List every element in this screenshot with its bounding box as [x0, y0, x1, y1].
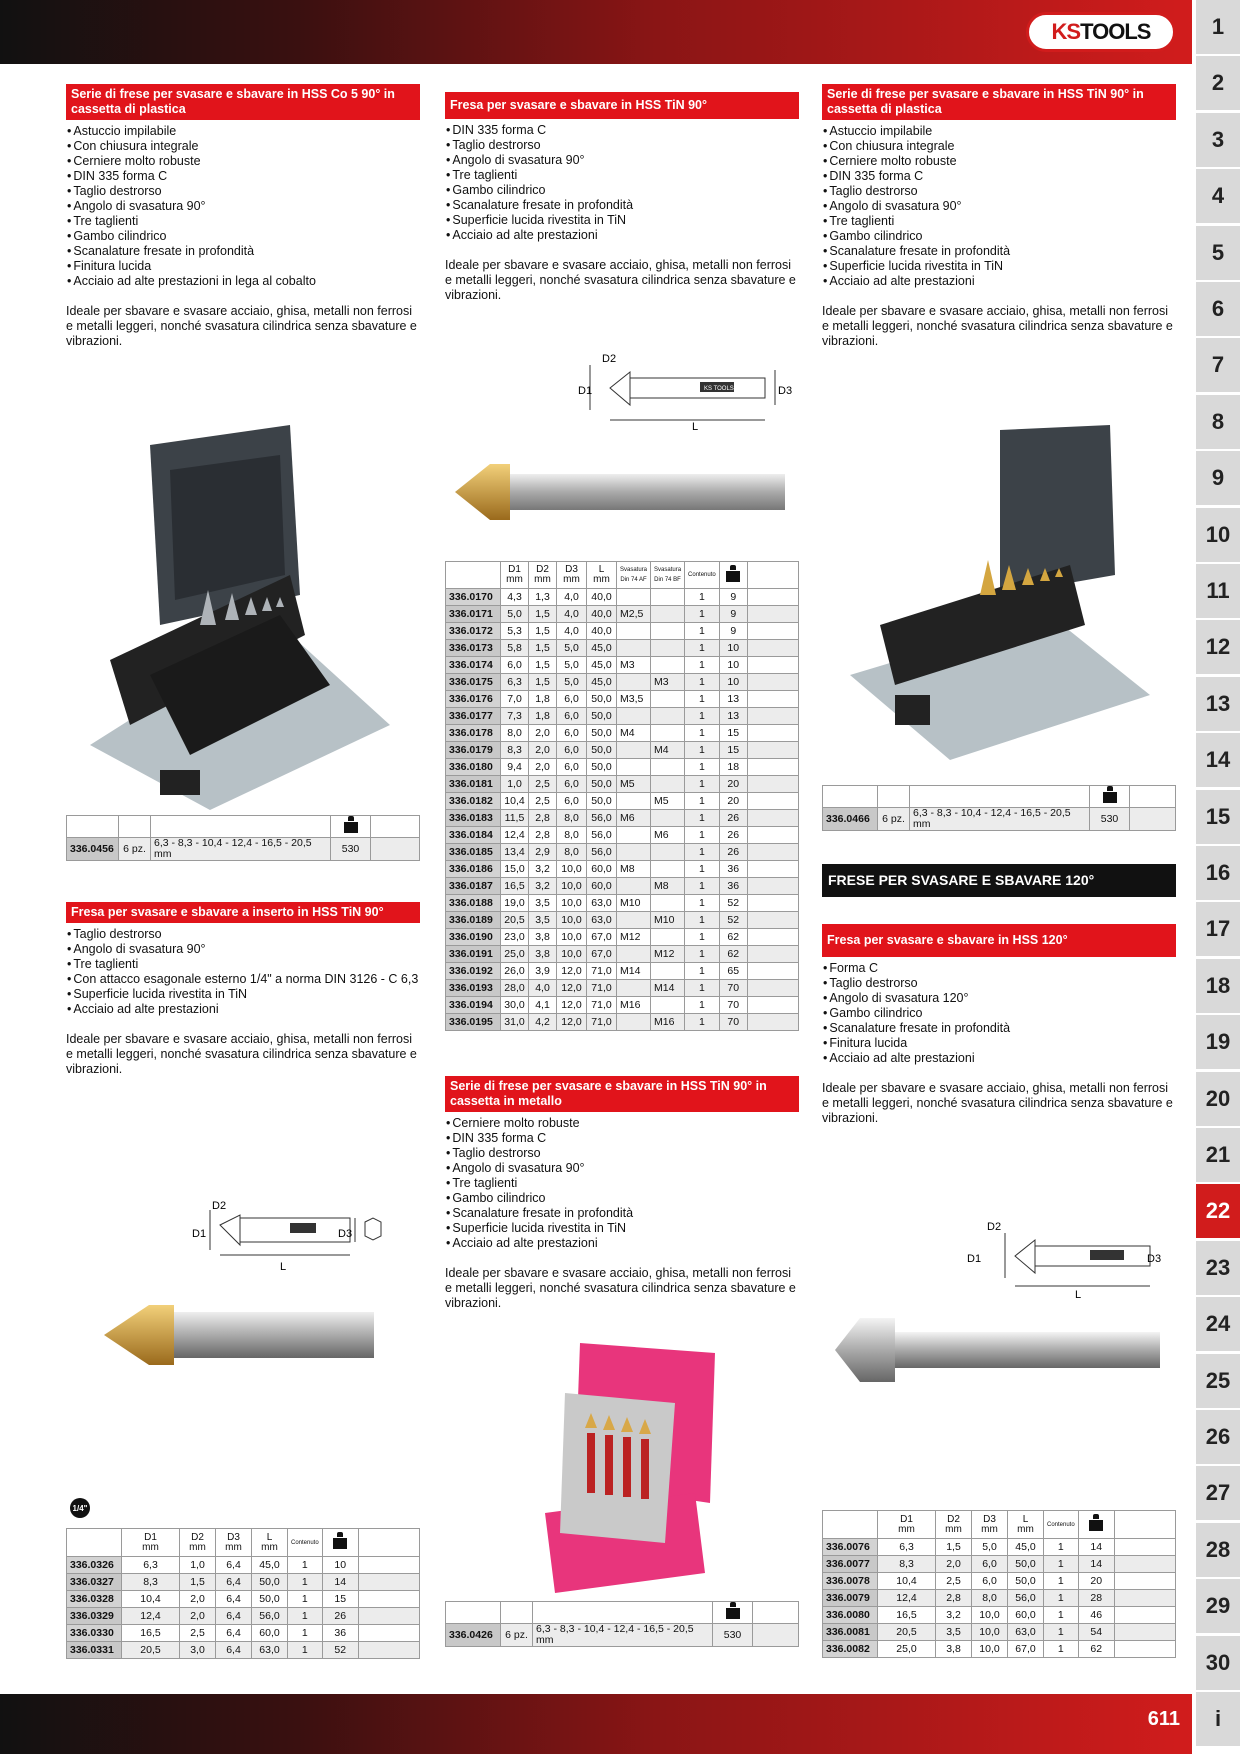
spec-table-336-0456	[66, 815, 420, 861]
feature-item: • Scanalature fresate in profondità	[66, 244, 420, 259]
section-hssco-plastic-set	[66, 84, 420, 349]
section-hss-tin-90	[445, 92, 799, 303]
svg-text:L: L	[280, 1261, 287, 1273]
chapter-tab-8[interactable]: 8	[1196, 395, 1240, 449]
table-row: 336.0327 8,3 1,5 6,4 50,0 1 14	[67, 1574, 420, 1591]
chapter-tab-21[interactable]: 21	[1196, 1128, 1240, 1182]
svg-text:D2: D2	[987, 1221, 1002, 1233]
header-bar	[0, 0, 1192, 64]
spec-table-336-0466	[822, 785, 1176, 831]
feature-list	[445, 1116, 799, 1251]
column-header: Svasatura Din 74 BF	[651, 562, 685, 589]
table-row: 336.0195 31,0 4,2 12,0 71,0 M16 1 70	[446, 1014, 799, 1031]
svg-text:L: L	[1075, 1289, 1082, 1301]
table-row: 336.0171 5,0 1,5 4,0 40,0 M2,5 1 9	[446, 606, 799, 623]
chapter-tab-13[interactable]: 13	[1196, 677, 1240, 731]
chapter-tab-30[interactable]: 30	[1196, 1636, 1240, 1690]
chapter-tab-20[interactable]: 20	[1196, 1072, 1240, 1126]
feature-item: • Finitura lucida	[66, 259, 420, 274]
section-title: Fresa per svasare e sbavare in HSS TiN 90°	[445, 92, 799, 119]
feature-item: • Superficie lucida rivestita in TiN	[66, 987, 420, 1002]
section-title: Serie di frese per svasare e sbavare in HSS Co 5 90° in cassetta di plastica	[66, 84, 420, 120]
chapter-tab-18[interactable]: 18	[1196, 959, 1240, 1013]
feature-item: • Gambo cilindrico	[822, 229, 1176, 244]
feature-list	[66, 124, 420, 289]
footer-bar	[0, 1694, 1192, 1754]
page-number: 611	[1147, 1708, 1180, 1730]
feature-item: • Tre taglienti	[66, 214, 420, 229]
table-row: 336.0187 16,5 3,2 10,0 60,0 M8 1 36	[446, 878, 799, 895]
section-title: Serie di frese per svasare e sbavare in HSS TiN 90° in cassetta di plastica	[822, 84, 1176, 120]
feature-item: • Angolo di svasatura 90°	[822, 199, 1176, 214]
table-row: 336.0180 9,4 2,0 6,0 50,0 1 18	[446, 759, 799, 776]
svg-text:D1: D1	[578, 385, 593, 397]
chapter-tab-14[interactable]: 14	[1196, 733, 1240, 787]
weight-icon	[333, 1532, 347, 1550]
feature-list	[66, 927, 420, 1017]
table-row: 336.0192 26,0 3,9 12,0 71,0 M14 1 65	[446, 963, 799, 980]
kstools-logo: KS TOOLS	[1026, 12, 1176, 52]
table-row: 336.0081 20,5 3,5 10,0 63,0 1 54	[823, 1624, 1176, 1641]
table-row: 336.0078 10,4 2,5 6,0 50,0 1 20	[823, 1573, 1176, 1590]
feature-item: • Astuccio impilabile	[66, 124, 420, 139]
hex-bit-dimension-diagram	[190, 1200, 415, 1275]
feature-item: • Superficie lucida rivestita in TiN	[445, 213, 799, 228]
feature-item: • Tre taglienti	[445, 168, 799, 183]
column-header: D1 mm	[122, 1529, 180, 1557]
svg-text:D3: D3	[778, 385, 793, 397]
chapter-tab-25[interactable]: 25	[1196, 1354, 1240, 1408]
table-row: 336.0076 6,3 1,5 5,0 45,0 1 14	[823, 1539, 1176, 1556]
weight-icon	[1103, 786, 1117, 804]
feature-item: • Acciaio ad alte prestazioni	[445, 1236, 799, 1251]
spec-table-hex-insert	[66, 1528, 420, 1659]
countersink-dimension-diagram	[578, 350, 800, 433]
table-row: 336.0191 25,0 3,8 10,0 67,0 M12 1 62	[446, 946, 799, 963]
table-row: 336.0182 10,4 2,5 6,0 50,0 M5 1 20	[446, 793, 799, 810]
spec-table-hss-120	[822, 1510, 1176, 1658]
weight-icon	[726, 565, 740, 583]
section-metal-case-set	[445, 1076, 799, 1311]
svg-text:D2: D2	[212, 1200, 227, 1212]
chapter-tab-26[interactable]: 26	[1196, 1410, 1240, 1464]
feature-item: • Acciaio ad alte prestazioni	[822, 1051, 1176, 1066]
chapter-tab-6[interactable]: 6	[1196, 282, 1240, 336]
feature-item: • Taglio destrorso	[445, 1146, 799, 1161]
section-120-heading	[822, 864, 1176, 897]
column-header: D3 mm	[557, 562, 587, 589]
svg-text:D2: D2	[602, 353, 617, 365]
feature-item: • Scanalature fresate in profondità	[822, 1021, 1176, 1036]
chapter-tab-22[interactable]: 22	[1196, 1184, 1240, 1238]
chapter-tab-12[interactable]: 12	[1196, 620, 1240, 674]
section-hss-120	[822, 924, 1176, 1126]
section-description: Ideale per sbavare e svasare acciaio, ghisa, metalli non ferrosi e metalli leggeri, nonché svasatura cilindrica senza sbavature e vibrazioni.	[445, 1266, 796, 1310]
chapter-tab-7[interactable]: 7	[1196, 338, 1240, 392]
table-row: 336.0181 1,0 2,5 6,0 50,0 M5 1 20	[446, 776, 799, 793]
table-row: 336.0326 6,3 1,0 6,4 45,0 1 10	[67, 1557, 420, 1574]
feature-item: • Gambo cilindrico	[445, 1191, 799, 1206]
feature-item: • Con chiusura integrale	[66, 139, 420, 154]
feature-item: • DIN 335 forma C	[445, 1131, 799, 1146]
chapter-tab-23[interactable]: 23	[1196, 1241, 1240, 1295]
chapter-tab-27[interactable]: 27	[1196, 1466, 1240, 1520]
table-row: 336.0184 12,4 2,8 8,0 56,0 M6 1 26	[446, 827, 799, 844]
svg-text:D1: D1	[192, 1228, 207, 1240]
chapter-tab-3[interactable]: 3	[1196, 113, 1240, 167]
hex-bit-image	[104, 1300, 379, 1370]
feature-item: • Cerniere molto robuste	[822, 154, 1176, 169]
svg-text:KS TOOLS: KS TOOLS	[704, 386, 734, 392]
feature-item: • Tre taglienti	[445, 1176, 799, 1191]
chapter-tab-1[interactable]: 1	[1196, 0, 1240, 54]
chapter-tab-28[interactable]: 28	[1196, 1523, 1240, 1577]
feature-item: • Taglio destrorso	[445, 138, 799, 153]
svg-text:D3: D3	[338, 1228, 353, 1240]
feature-item: • Superficie lucida rivestita in TiN	[822, 259, 1176, 274]
feature-item: • Taglio destrorso	[822, 976, 1176, 991]
feature-item: • Tre taglienti	[822, 214, 1176, 229]
chapter-tab-10[interactable]: 10	[1196, 508, 1240, 562]
chapter-tab-9[interactable]: 9	[1196, 451, 1240, 505]
table-row: 336.0176 7,0 1,8 6,0 50,0 M3,5 1 13	[446, 691, 799, 708]
feature-item: • Finitura lucida	[822, 1036, 1176, 1051]
section-tin-plastic-set	[822, 84, 1176, 349]
table-row: 336.0077 8,3 2,0 6,0 50,0 1 14	[823, 1556, 1176, 1573]
table-row: 336.0079 12,4 2,8 8,0 56,0 1 28	[823, 1590, 1176, 1607]
table-row: 336.0190 23,0 3,8 10,0 67,0 M12 1 62	[446, 929, 799, 946]
feature-item: • Gambo cilindrico	[66, 229, 420, 244]
svg-text:D3: D3	[1147, 1253, 1162, 1265]
table-row: 336.0170 4,3 1,3 4,0 40,0 1 9	[446, 589, 799, 606]
table-row: 336.0175 6,3 1,5 5,0 45,0 M3 1 10	[446, 674, 799, 691]
table-row: 336.0178 8,0 2,0 6,0 50,0 M4 1 15	[446, 725, 799, 742]
feature-item: • Con chiusura integrale	[822, 139, 1176, 154]
quarter-inch-badge: 1/4"	[70, 1498, 90, 1518]
chapter-tab-29[interactable]: 29	[1196, 1579, 1240, 1633]
plastic-case-image	[90, 425, 395, 810]
section-description: Ideale per sbavare e svasare acciaio, ghisa, metalli non ferrosi e metalli leggeri, nonché svasatura cilindrica senza sbavature e vibrazioni.	[66, 1032, 417, 1076]
table-row: 336.0183 11,5 2,8 8,0 56,0 M6 1 26	[446, 810, 799, 827]
chapter-tab-19[interactable]: 19	[1196, 1015, 1240, 1069]
feature-item: • DIN 335 forma C	[822, 169, 1176, 184]
feature-item: • Taglio destrorso	[822, 184, 1176, 199]
feature-item: • Angolo di svasatura 90°	[445, 153, 799, 168]
countersink-120-dimension-diagram	[965, 1218, 1165, 1301]
table-row: 336.0456 6 pz. 6,3 - 8,3 - 10,4 - 12,4 - 16,5 - 20,5 mm 530	[67, 838, 420, 861]
weight-icon	[344, 816, 358, 834]
section-description: Ideale per sbavare e svasare acciaio, ghisa, metalli non ferrosi e metalli leggeri, nonché svasatura cilindrica senza sbavature e vibrazioni.	[822, 304, 1173, 348]
column-header: D2 mm	[529, 562, 557, 589]
column-header: D3 mm	[972, 1511, 1008, 1539]
table-row: 336.0082 25,0 3,8 10,0 67,0 1 62	[823, 1641, 1176, 1658]
chapter-tab-11[interactable]: 11	[1196, 564, 1240, 618]
feature-list	[445, 123, 799, 243]
table-row: 336.0329 12,4 2,0 6,4 56,0 1 26	[67, 1608, 420, 1625]
column-header: L mm	[252, 1529, 288, 1557]
feature-item: • Tre taglienti	[66, 957, 420, 972]
section-description: Ideale per sbavare e svasare acciaio, ghisa, metalli non ferrosi e metalli leggeri, nonché svasatura cilindrica senza sbavature e vibrazioni.	[66, 304, 417, 348]
feature-item: • Cerniere molto robuste	[445, 1116, 799, 1131]
countersink-image	[455, 462, 790, 522]
feature-item: • Scanalature fresate in profondità	[445, 198, 799, 213]
feature-item: • Angolo di svasatura 120°	[822, 991, 1176, 1006]
table-row: 336.0426 6 pz. 6,3 - 8,3 - 10,4 - 12,4 - 16,5 - 20,5 mm 530	[446, 1624, 799, 1647]
table-row: 336.0330 16,5 2,5 6,4 60,0 1 36	[67, 1625, 420, 1642]
column-header: D1 mm	[878, 1511, 936, 1539]
section-description: Ideale per sbavare e svasare acciaio, ghisa, metalli non ferrosi e metalli leggeri, nonché svasatura cilindrica senza sbavature e vibrazioni.	[822, 1081, 1173, 1125]
feature-item: • Taglio destrorso	[66, 927, 420, 942]
section-hex-insert	[66, 902, 420, 1077]
column-header: Contenuto	[685, 562, 720, 589]
table-row: 336.0185 13,4 2,9 8,0 56,0 1 26	[446, 844, 799, 861]
table-row: 336.0186 15,0 3,2 10,0 60,0 M8 1 36	[446, 861, 799, 878]
table-row: 336.0466 6 pz. 6,3 - 8,3 - 10,4 - 12,4 - 16,5 - 20,5 mm 530	[823, 808, 1176, 831]
table-row: 336.0194 30,0 4,1 12,0 71,0 M16 1 70	[446, 997, 799, 1014]
column-header: Contenuto	[1044, 1511, 1079, 1539]
chapter-tab-i[interactable]: i	[1196, 1692, 1240, 1746]
column-header: L mm	[587, 562, 617, 589]
table-row: 336.0331 20,5 3,0 6,4 63,0 1 52	[67, 1642, 420, 1659]
feature-item: • Acciaio ad alte prestazioni	[822, 274, 1176, 289]
feature-list	[822, 124, 1176, 289]
column-header: D3 mm	[216, 1529, 252, 1557]
metal-case-image	[545, 1333, 715, 1593]
column-header: D1 mm	[501, 562, 529, 589]
feature-item: • Angolo di svasatura 90°	[66, 942, 420, 957]
table-row: 336.0179 8,3 2,0 6,0 50,0 M4 1 15	[446, 742, 799, 759]
feature-item: • Angolo di svasatura 90°	[445, 1161, 799, 1176]
feature-item: • Gambo cilindrico	[822, 1006, 1176, 1021]
chapter-tab-16[interactable]: 16	[1196, 846, 1240, 900]
table-row: 336.0177 7,3 1,8 6,0 50,0 1 13	[446, 708, 799, 725]
chapter-tab-15[interactable]: 15	[1196, 790, 1240, 844]
column-header: D2 mm	[180, 1529, 216, 1557]
feature-item: • Forma C	[822, 961, 1176, 976]
feature-item: • Taglio destrorso	[66, 184, 420, 199]
feature-item: • Acciaio ad alte prestazioni in lega al cobalto	[66, 274, 420, 289]
section-title: Serie di frese per svasare e sbavare in HSS TiN 90° in cassetta in metallo	[445, 1076, 799, 1112]
category-title: FRESE PER SVASARE E SBAVARE 120°	[822, 864, 1176, 897]
chapter-tab-2[interactable]: 2	[1196, 56, 1240, 110]
feature-item: • Acciaio ad alte prestazioni	[445, 228, 799, 243]
feature-item: • DIN 335 forma C	[66, 169, 420, 184]
column-header: Svasatura Din 74 AF	[617, 562, 651, 589]
feature-item: • Scanalature fresate in profondità	[822, 244, 1176, 259]
weight-icon	[726, 1602, 740, 1620]
feature-item: • DIN 335 forma C	[445, 123, 799, 138]
table-row: 336.0328 10,4 2,0 6,4 50,0 1 15	[67, 1591, 420, 1608]
chapter-tab-17[interactable]: 17	[1196, 902, 1240, 956]
section-description: Ideale per sbavare e svasare acciaio, ghisa, metalli non ferrosi e metalli leggeri, nonché svasatura cilindrica senza sbavature e vibrazioni.	[445, 258, 796, 302]
table-row: 336.0188 19,0 3,5 10,0 63,0 M10 1 52	[446, 895, 799, 912]
table-row: 336.0189 20,5 3,5 10,0 63,0 M10 1 52	[446, 912, 799, 929]
feature-list	[822, 961, 1176, 1066]
plastic-case-image	[850, 425, 1155, 760]
column-header: Contenuto	[288, 1529, 323, 1557]
chapter-tab-4[interactable]: 4	[1196, 169, 1240, 223]
table-row: 336.0174 6,0 1,5 5,0 45,0 M3 1 10	[446, 657, 799, 674]
feature-item: • Gambo cilindrico	[445, 183, 799, 198]
table-row: 336.0080 16,5 3,2 10,0 60,0 1 46	[823, 1607, 1176, 1624]
table-row: 336.0173 5,8 1,5 5,0 45,0 1 10	[446, 640, 799, 657]
section-title: Fresa per svasare e sbavare in HSS 120°	[822, 924, 1176, 957]
svg-text:L: L	[692, 421, 699, 433]
feature-item: • Astuccio impilabile	[822, 124, 1176, 139]
column-header: L mm	[1008, 1511, 1044, 1539]
spec-table-336-0426	[445, 1601, 799, 1647]
chapter-tab-24[interactable]: 24	[1196, 1297, 1240, 1351]
spec-table-hss-tin-90	[445, 561, 799, 1031]
section-title: Fresa per svasare e sbavare a inserto in HSS TiN 90°	[66, 902, 420, 923]
feature-item: • Cerniere molto robuste	[66, 154, 420, 169]
feature-item: • Scanalature fresate in profondità	[445, 1206, 799, 1221]
countersink-120-image	[835, 1315, 1165, 1385]
svg-text:D1: D1	[967, 1253, 982, 1265]
feature-item: • Con attacco esagonale esterno 1/4" a norma DIN 3126 - C 6,3	[66, 972, 420, 987]
feature-item: • Acciaio ad alte prestazioni	[66, 1002, 420, 1017]
table-row: 336.0193 28,0 4,0 12,0 71,0 M14 1 70	[446, 980, 799, 997]
weight-icon	[1089, 1514, 1103, 1532]
feature-item: • Superficie lucida rivestita in TiN	[445, 1221, 799, 1236]
chapter-tab-5[interactable]: 5	[1196, 226, 1240, 280]
column-header: D2 mm	[936, 1511, 972, 1539]
table-row: 336.0172 5,3 1,5 4,0 40,0 1 9	[446, 623, 799, 640]
feature-item: • Angolo di svasatura 90°	[66, 199, 420, 214]
